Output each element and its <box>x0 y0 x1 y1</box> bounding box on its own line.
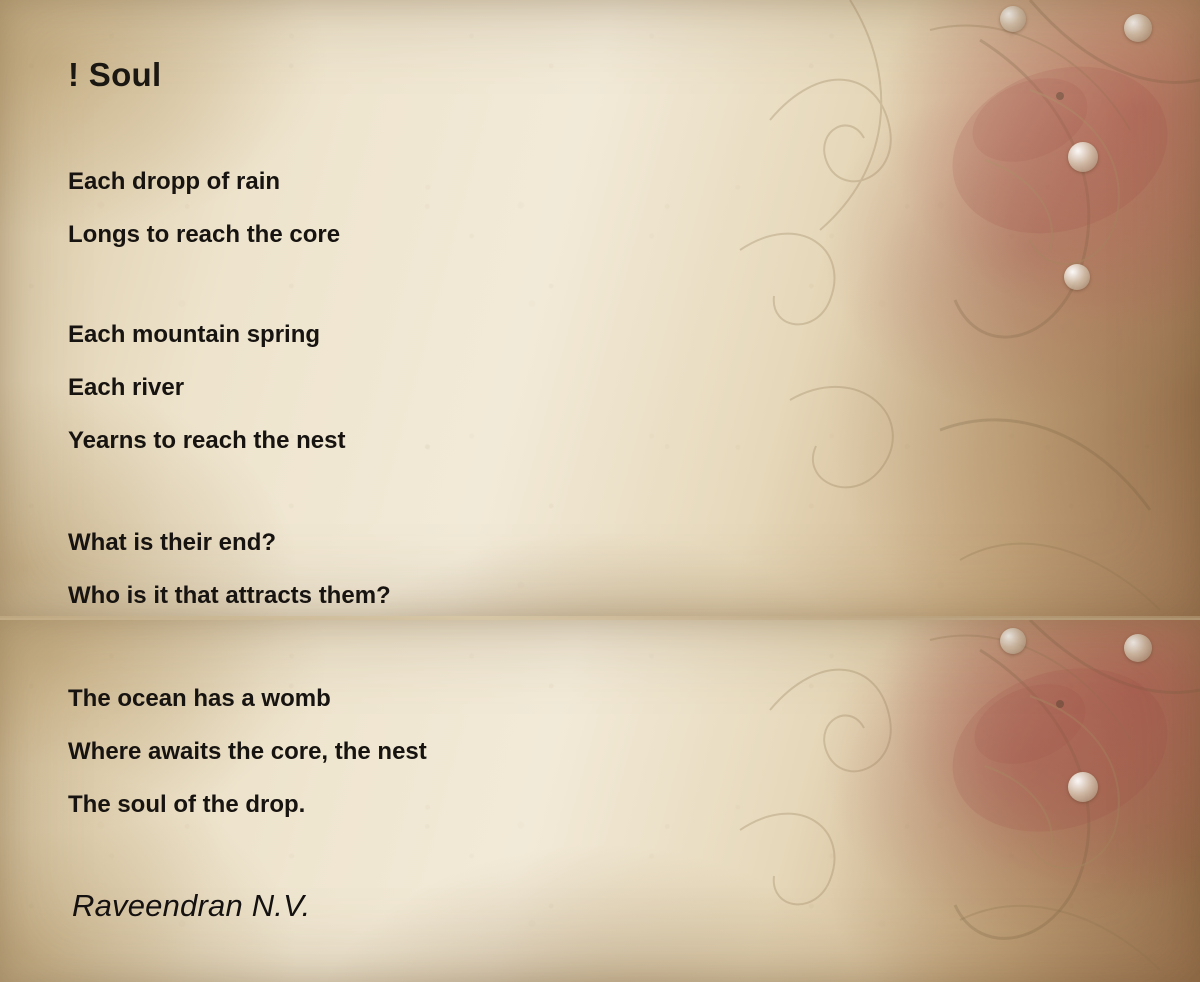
poem-author: Raveendran N.V. <box>72 888 311 923</box>
poem-line: Yearns to reach the nest <box>68 427 346 454</box>
poem-stanza <box>68 155 340 261</box>
poem-line: Longs to reach the core <box>68 221 341 248</box>
poem-line: Who is it that attracts them? <box>68 582 391 609</box>
poem-stanza <box>68 516 391 622</box>
poem-line: Each mountain spring <box>68 321 321 348</box>
poem-line: What is their end? <box>68 529 277 556</box>
poem-stanza <box>68 672 427 831</box>
poem-line: Where awaits the core, the nest <box>68 738 427 765</box>
poem-stanza <box>68 308 345 467</box>
poem-title: ! Soul <box>68 56 162 93</box>
poem-line: The ocean has a womb <box>68 685 331 712</box>
poem-line: Each river <box>68 374 185 401</box>
poem-line: The soul of the drop. <box>68 791 306 818</box>
poem-line: Each dropp of rain <box>68 168 281 195</box>
